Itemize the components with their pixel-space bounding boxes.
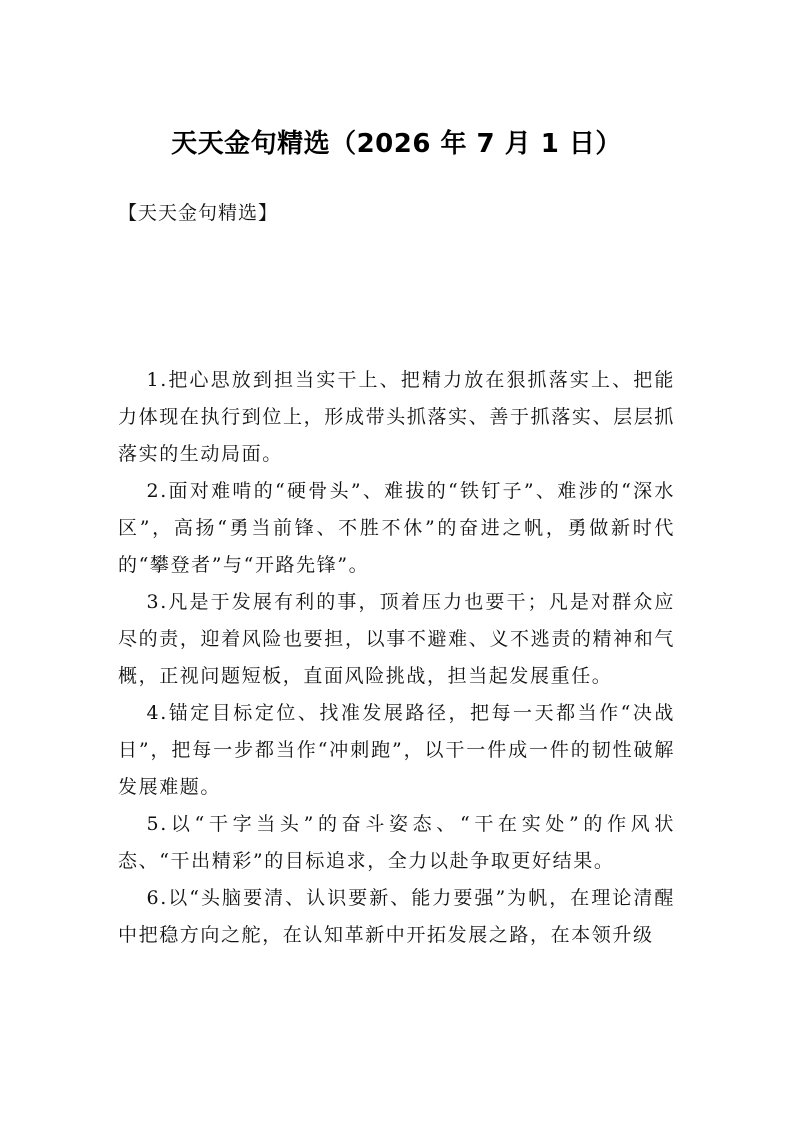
paragraph-5: 5.以“干字当头”的奋斗姿态、“干在实处”的作风状态、“干出精彩”的目标追求，全力以赴争取更好结果。: [118, 813, 675, 872]
paragraph-6: 6.以“头脑要清、认识要新、能力要强”为帆，在理论清醒中把稳方向之舵，在认知革新中开拓发展之路，在本领升级: [118, 887, 675, 946]
paragraph-1: 1.把心思放到担当实干上、把精力放在狠抓落实上、把能力体现在执行到位上，形成带头抓落实、善于抓落实、层层抓落实的生动局面。: [118, 369, 675, 465]
paragraph-2: 2.面对难啃的“硬骨头”、难拔的“铁钉子”、难涉的“深水区”，高扬“勇当前锋、不胜不休”的奋进之帆，勇做新时代的“攀登者”与“开路先锋”。: [118, 480, 675, 576]
section-label: 【天天金句精选】: [118, 202, 279, 224]
paragraph-4: 4.锚定目标定位、找准发展路径，把每一天都当作“决战日”，把每一步都当作“冲刺跑”，以干一件成一件的韧性破解发展难题。: [118, 702, 675, 798]
document-title: 天天金句精选（2026 年 7 月 1 日）: [171, 129, 622, 159]
paragraph-3: 3.凡是于发展有利的事，顶着压力也要干；凡是对群众应尽的责，迎着风险也要担，以事不避难、义不逃责的精神和气概，正视问题短板，直面风险挑战，担当起发展重任。: [118, 591, 675, 687]
document-body: [118, 362, 675, 954]
